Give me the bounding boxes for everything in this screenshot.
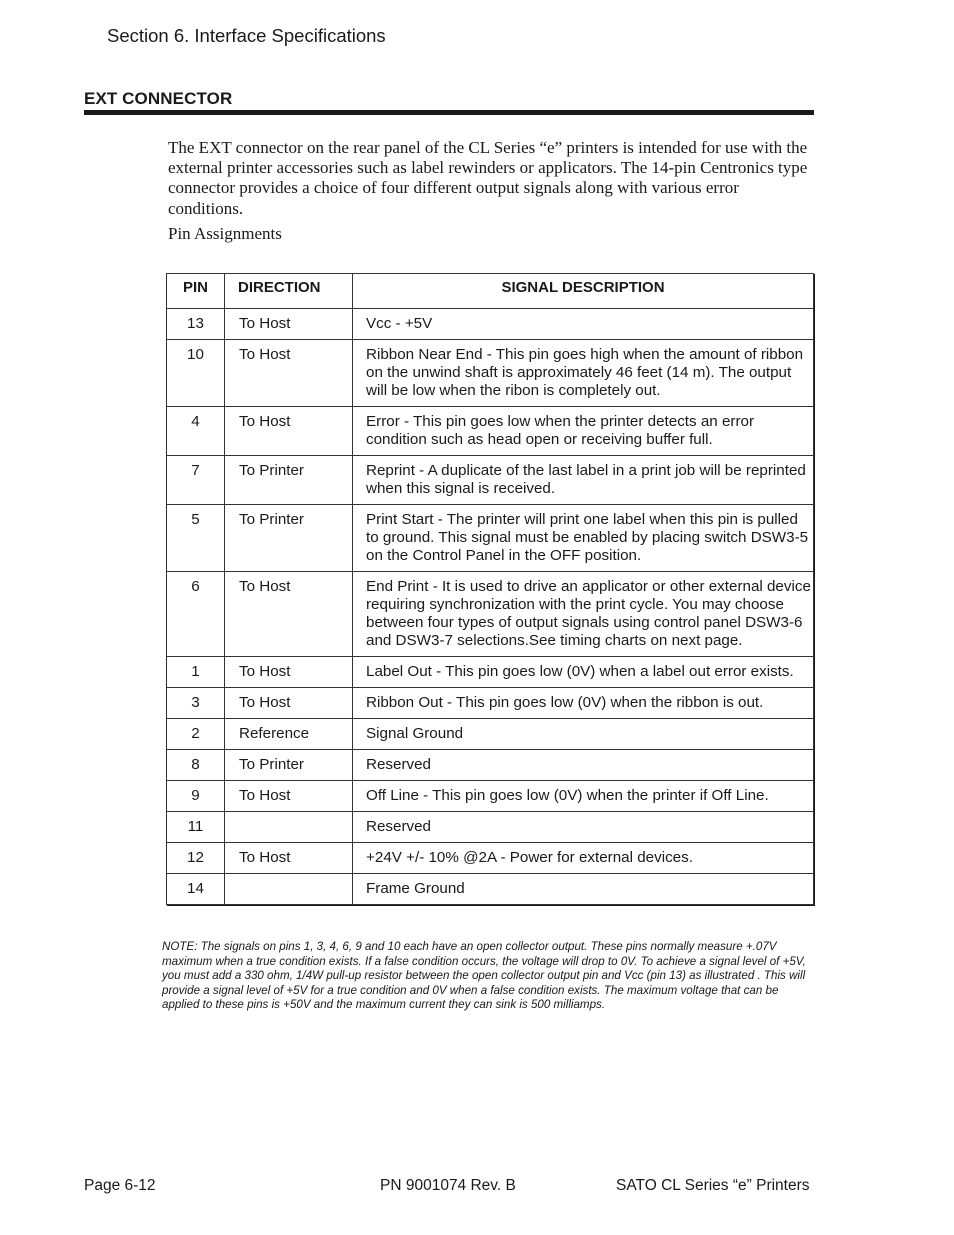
pin-cell: 5 bbox=[167, 505, 225, 572]
pin-cell: 11 bbox=[167, 812, 225, 843]
footer-part-number: PN 9001074 Rev. B bbox=[380, 1177, 516, 1194]
direction-cell: To Host bbox=[225, 572, 353, 657]
table-header-row bbox=[167, 274, 814, 309]
description-cell: Reprint - A duplicate of the last label in a print job will be reprinted when this signal is received. bbox=[353, 456, 814, 505]
table-body bbox=[167, 309, 814, 905]
direction-cell: To Printer bbox=[225, 505, 353, 572]
pin-cell: 4 bbox=[167, 407, 225, 456]
description-cell: Off Line - This pin goes low (0V) when the printer if Off Line. bbox=[353, 781, 814, 812]
pin-cell: 14 bbox=[167, 874, 225, 905]
table-row bbox=[167, 407, 814, 456]
table-row bbox=[167, 750, 814, 781]
table-row bbox=[167, 456, 814, 505]
pin-cell: 9 bbox=[167, 781, 225, 812]
pin-cell: 7 bbox=[167, 456, 225, 505]
description-cell: Error - This pin goes low when the printer detects an error condition such as head open or receiving buffer full. bbox=[353, 407, 814, 456]
footer-page-number: Page 6-12 bbox=[84, 1177, 156, 1194]
description-cell: Frame Ground bbox=[353, 874, 814, 905]
direction-cell: To Host bbox=[225, 688, 353, 719]
pin-cell: 1 bbox=[167, 657, 225, 688]
direction-cell: To Host bbox=[225, 407, 353, 456]
description-cell: Reserved bbox=[353, 812, 814, 843]
description-cell: Ribbon Out - This pin goes low (0V) when the ribbon is out. bbox=[353, 688, 814, 719]
pin-cell: 12 bbox=[167, 843, 225, 874]
direction-cell: To Printer bbox=[225, 456, 353, 505]
pin-cell: 6 bbox=[167, 572, 225, 657]
description-cell: +24V +/- 10% @2A - Power for external devices. bbox=[353, 843, 814, 874]
table-row bbox=[167, 340, 814, 407]
pin-cell: 8 bbox=[167, 750, 225, 781]
direction-cell bbox=[225, 874, 353, 905]
pin-assignments-label: Pin Assignments bbox=[168, 224, 282, 243]
table-row bbox=[167, 874, 814, 905]
description-cell: End Print - It is used to drive an applicator or other external device requiring synchronization with the print cycle. You may choose between four types of output signals using control panel DSW3-6 and DSW3-7 selections.See timing charts on next page. bbox=[353, 572, 814, 657]
header-direction: DIRECTION bbox=[225, 274, 353, 309]
description-cell: Signal Ground bbox=[353, 719, 814, 750]
page-heading: EXT CONNECTOR bbox=[84, 89, 233, 108]
pin-assignment-table bbox=[166, 273, 814, 905]
direction-cell: To Host bbox=[225, 781, 353, 812]
pin-cell: 2 bbox=[167, 719, 225, 750]
table-row bbox=[167, 812, 814, 843]
description-cell: Print Start - The printer will print one label when this pin is pulled to ground. This signal must be enabled by placing switch DSW3-5 on the Control Panel in the OFF position. bbox=[353, 505, 814, 572]
footer-product-name: SATO CL Series “e” Printers bbox=[616, 1177, 810, 1194]
section-header: Section 6. Interface Specifications bbox=[107, 25, 386, 46]
direction-cell bbox=[225, 812, 353, 843]
table-row bbox=[167, 657, 814, 688]
direction-cell: To Host bbox=[225, 843, 353, 874]
table-row bbox=[167, 781, 814, 812]
pin-cell: 13 bbox=[167, 309, 225, 340]
pin-cell: 10 bbox=[167, 340, 225, 407]
direction-cell: Reference bbox=[225, 719, 353, 750]
table-row bbox=[167, 719, 814, 750]
pin-cell: 3 bbox=[167, 688, 225, 719]
description-cell: Reserved bbox=[353, 750, 814, 781]
table-row bbox=[167, 688, 814, 719]
header-signal-description: SIGNAL DESCRIPTION bbox=[353, 274, 814, 309]
direction-cell: To Host bbox=[225, 657, 353, 688]
heading-rule bbox=[84, 110, 814, 115]
intro-paragraph: The EXT connector on the rear panel of the CL Series “e” printers is intended for use with the external printer accessories such as label rewinders or applicators. The 14-pin Centronics type connector provides a choice of four different output signals along with various error conditions. bbox=[168, 138, 808, 218]
table-row bbox=[167, 843, 814, 874]
note-paragraph: NOTE: The signals on pins 1, 3, 4, 6, 9 and 10 each have an open collector output. These pins normally measure +.07V maximum when a true condition exists. If a false condition occurs, the voltage will drop to 0V. To achieve a signal level of +5V, you must add a 330 ohm, 1/4W pull-up resistor between the open collector output pin and Vcc (pin 13) as illustrated . This will provide a signal level of +5V for a true condition and 0V when a false condition exists. The maximum voltage that can be applied to these pins is +50V and the maximum current they can sink is 500 milliamps. bbox=[162, 940, 806, 1011]
description-cell: Vcc - +5V bbox=[353, 309, 814, 340]
header-pin: PIN bbox=[167, 274, 225, 309]
description-cell: Label Out - This pin goes low (0V) when a label out error exists. bbox=[353, 657, 814, 688]
table-row bbox=[167, 309, 814, 340]
description-cell: Ribbon Near End - This pin goes high when the amount of ribbon on the unwind shaft is approximately 46 feet (14 m). The output will be low when the ribon is completely out. bbox=[353, 340, 814, 407]
direction-cell: To Printer bbox=[225, 750, 353, 781]
table-row bbox=[167, 572, 814, 657]
direction-cell: To Host bbox=[225, 309, 353, 340]
table-row bbox=[167, 505, 814, 572]
direction-cell: To Host bbox=[225, 340, 353, 407]
